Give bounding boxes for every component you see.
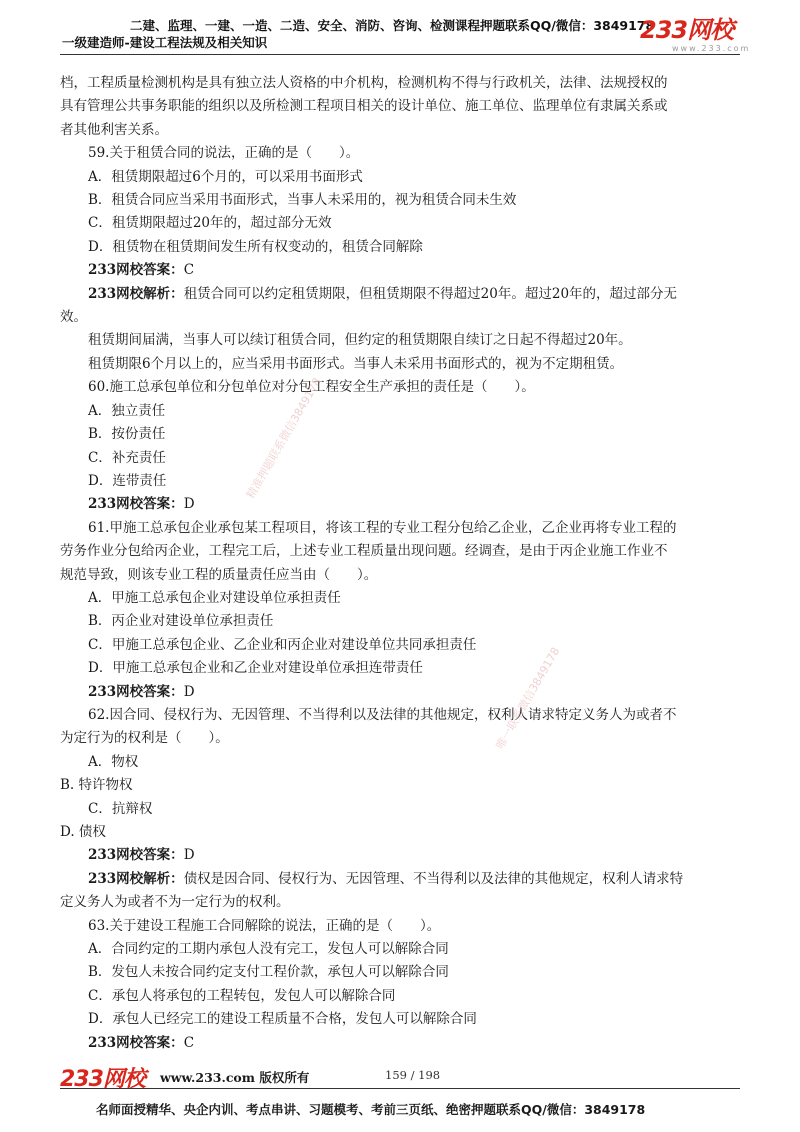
text-line — [60, 376, 750, 399]
line-text: 债权是因合同、侵权行为、无因管理、不当得利以及法律的其他规定，权利人请求特 — [183, 870, 684, 887]
answer-line — [60, 493, 750, 516]
line-text: D — [183, 683, 195, 700]
text-line — [60, 212, 750, 235]
text-line — [60, 540, 750, 563]
text-line — [60, 306, 750, 329]
line-text: A．合同约定的工期内承包人没有完工，发包人可以解除合同 — [88, 941, 449, 958]
answer-line — [60, 844, 750, 867]
footer-divider — [60, 1088, 740, 1089]
text-line — [60, 517, 750, 540]
line-text: 劳务作业分包给丙企业，工程完工后，上述专业工程质量出现问题。经调查，是由于丙企业施工作业不 — [60, 543, 668, 560]
line-text: A．甲施工总承包企业对建设单位承担责任 — [88, 589, 341, 606]
line-text: D．连带责任 — [88, 472, 167, 489]
line-text: 规范导致，则该专业工程的质量责任应当由（ ）。 — [60, 566, 378, 583]
answer-label: 233网校解析： — [88, 285, 184, 302]
footer-promo-line: 名师面授精华、央企内训、考点串讲、习题模考、考前三页纸、绝密押题联系QQ/微信：3849178 — [96, 1102, 646, 1117]
line-text: 租赁期间届满，当事人可以续订租赁合同，但约定的租赁期限自续订之日起不得超过20年。 — [88, 332, 632, 349]
text-line — [60, 400, 750, 423]
line-text: C．承包人将承包的工程转包，发包人可以解除合同 — [88, 987, 396, 1004]
page-footer — [0, 1062, 800, 1132]
text-line — [60, 329, 750, 352]
text-line — [60, 634, 750, 657]
line-text: C — [183, 262, 195, 279]
brand-logo-url: www.233.com — [672, 44, 751, 53]
text-line — [60, 610, 750, 633]
answer-label: 233网校答案： — [88, 1034, 184, 1051]
line-text: A．物权 — [88, 753, 139, 770]
text-line — [60, 587, 750, 610]
text-line — [60, 189, 750, 212]
watermark: 精准押题联系微信3849178 — [244, 375, 324, 501]
answer-line — [60, 1032, 750, 1055]
line-text: 档，工程质量检测机构是具有独立法人资格的中介机构，检测机构不得与行政机关，法律、法规授权的 — [60, 75, 668, 91]
line-text: A．独立责任 — [88, 402, 166, 419]
line-text: 62.因合同、侵权行为、无因管理、不当得利以及法律的其他规定，权利人请求特定义务人为或者不 — [88, 706, 677, 723]
line-text: D — [183, 496, 195, 513]
page-number: 159 / 198 — [385, 1068, 441, 1082]
text-line — [60, 447, 750, 470]
line-text: 为定行为的权利是（ ）。 — [60, 730, 229, 747]
header-divider — [60, 54, 740, 55]
line-text: B．按份责任 — [88, 426, 166, 443]
line-text: B．租赁合同应当采用书面形式，当事人未采用的，视为租赁合同未生效 — [88, 192, 517, 209]
explanation-line — [60, 283, 750, 306]
text-line — [60, 236, 750, 259]
line-text: 租赁期限6个月以上的，应当采用书面形式。当事人未采用书面形式的，视为不定期租赁。 — [88, 355, 624, 372]
line-text: D．租赁物在租赁期间发生所有权变动的，租赁合同解除 — [88, 238, 423, 255]
line-text: 59.关于租赁合同的说法，正确的是（ ）。 — [88, 145, 360, 162]
text-line — [60, 774, 750, 797]
footer-copyright: www.233.com 版权所有 — [160, 1070, 310, 1085]
line-text: 具有管理公共事务职能的组织以及所检测工程项目相关的设计单位、施工单位、监理单位有隶属关系或 — [60, 98, 668, 115]
line-text: 租赁合同可以约定租赁期限，但租赁期限不得超过20年。超过20年的，超过部分无 — [183, 285, 678, 302]
page-header — [0, 0, 800, 56]
brand-logo — [640, 18, 750, 52]
answer-line — [60, 681, 750, 704]
text-line — [60, 938, 750, 961]
line-text: D．承包人已经完工的建设工程质量不合格，发包人可以解除合同 — [88, 1011, 477, 1028]
line-text: C．补充责任 — [88, 449, 166, 466]
watermark: 唯一联系微信3849178 — [493, 645, 563, 752]
text-line — [60, 985, 750, 1008]
line-text: C．租赁期限超过20年的，超过部分无效 — [88, 215, 332, 232]
header-promo-line: 二建、监理、一建、一造、二造、安全、消防、咨询、检测课程押题联系QQ/微信：3849178 — [130, 18, 655, 33]
line-text: B. 特许物权 — [60, 777, 133, 794]
document-body — [60, 72, 750, 1055]
answer-line — [60, 259, 750, 282]
text-line — [60, 891, 750, 914]
answer-label: 233网校解析： — [88, 870, 184, 887]
line-text: D. 债权 — [60, 824, 106, 840]
line-text: 定义务人为或者不为一定行为的权利。 — [60, 894, 290, 911]
text-line — [60, 727, 750, 750]
line-text: C — [183, 1034, 195, 1051]
text-line — [60, 915, 750, 938]
text-line — [60, 353, 750, 376]
text-line — [60, 704, 750, 727]
line-text: A．租赁期限超过6个月的，可以采用书面形式 — [88, 168, 363, 185]
line-text: C．抗辩权 — [88, 800, 153, 817]
line-text: 者其他利害关系。 — [60, 121, 168, 138]
line-text: B．丙企业对建设单位承担责任 — [88, 613, 274, 630]
line-text: 60.施工总承包单位和分包单位对分包工程安全生产承担的责任是（ ）。 — [88, 379, 535, 396]
answer-label: 233网校答案： — [88, 683, 184, 700]
text-line — [60, 1008, 750, 1031]
line-text: 效。 — [60, 309, 87, 326]
text-line — [60, 119, 750, 142]
line-text: C．甲施工总承包企业、乙企业和丙企业对建设单位共同承担责任 — [88, 636, 477, 653]
text-line — [60, 470, 750, 493]
text-line — [60, 142, 750, 165]
answer-label: 233网校答案： — [88, 847, 184, 864]
text-line — [60, 821, 750, 844]
text-line — [60, 564, 750, 587]
line-text: 61.甲施工总承包企业承包某工程项目，将该工程的专业工程分包给乙企业，乙企业再将专业工程的 — [88, 519, 677, 536]
line-text: 63.关于建设工程施工合同解除的说法，正确的是（ ）。 — [88, 917, 441, 934]
line-text: B．发包人未按合同约定支付工程价款，承包人可以解除合同 — [88, 964, 449, 981]
text-line — [60, 751, 750, 774]
explanation-line — [60, 868, 750, 891]
answer-label: 233网校答案： — [88, 262, 184, 279]
brand-logo-text: 233网校 — [640, 16, 734, 44]
text-line — [60, 166, 750, 189]
header-subject-title: 一级建造师-建设工程法规及相关知识 — [62, 35, 268, 50]
footer-logo: 233网校 — [60, 1067, 145, 1092]
text-line — [60, 423, 750, 446]
line-text: D．甲施工总承包企业和乙企业对建设单位承担连带责任 — [88, 660, 423, 677]
answer-label: 233网校答案： — [88, 496, 184, 513]
line-text: D — [183, 847, 195, 864]
text-line — [60, 798, 750, 821]
text-line — [60, 72, 750, 95]
text-line — [60, 961, 750, 984]
text-line — [60, 657, 750, 680]
text-line — [60, 95, 750, 118]
